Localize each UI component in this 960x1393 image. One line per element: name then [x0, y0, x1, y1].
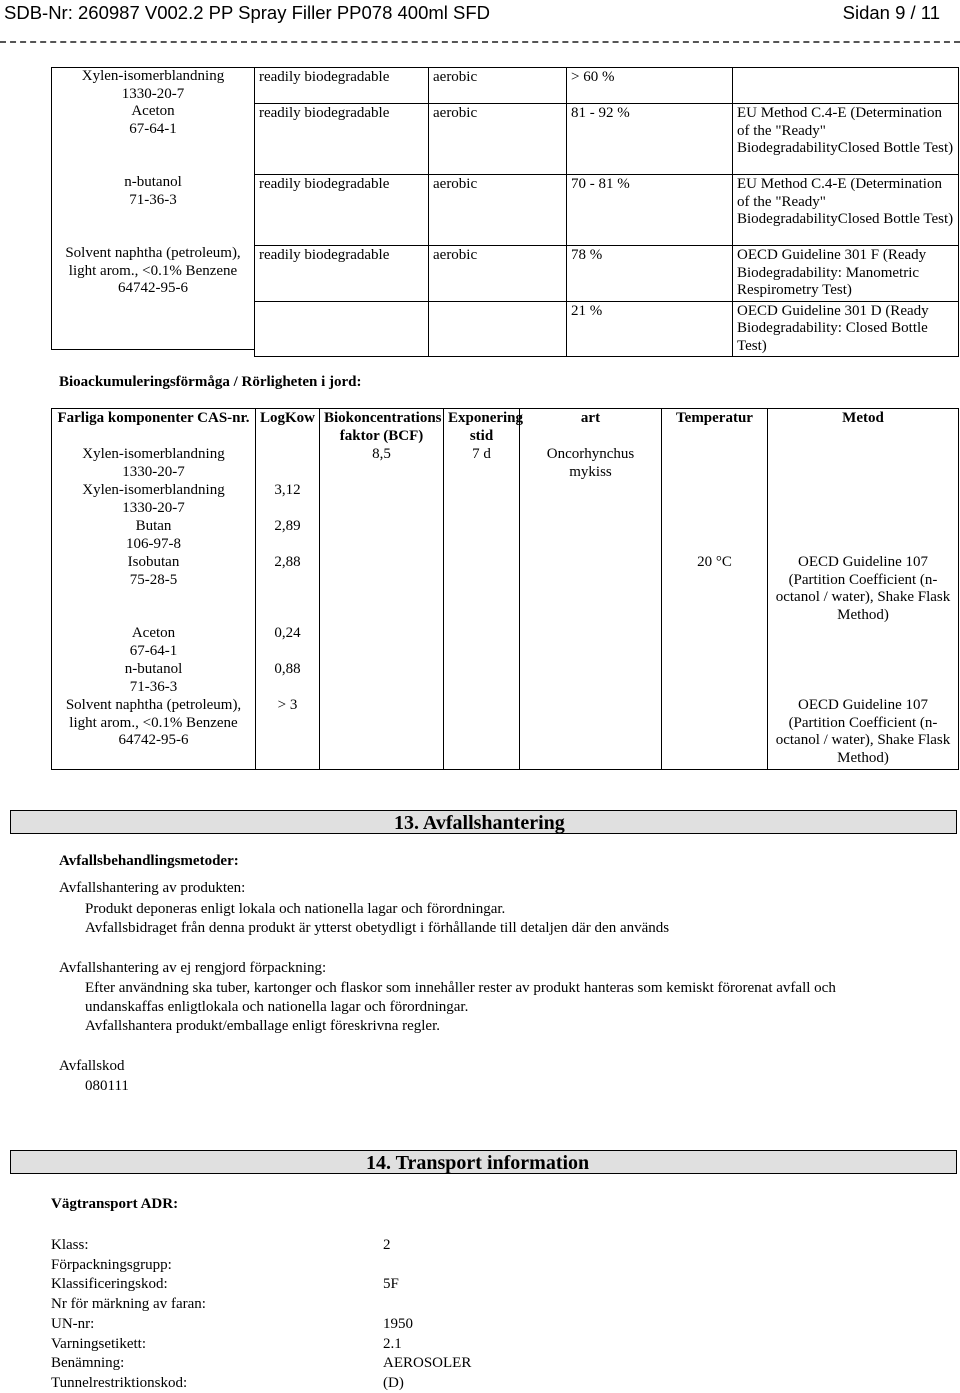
biodeg-component: n-butanol 71-36-3 [124, 174, 182, 208]
biodeg-component: Aceton 67-64-1 [129, 103, 177, 137]
biodegradability-components-table [51, 67, 255, 350]
bioacc-component: n-butanol 71-36-3 [124, 661, 183, 695]
product-waste-label: Avfallshantering av produkten: [59, 880, 246, 896]
table-row: readily biodegradable aerobic > 60 % [255, 68, 959, 104]
section-13-heading-bar [10, 810, 957, 834]
packaging-waste-line: undanskaffas enligtlokala och nationella lagar och förordningar. [85, 999, 469, 1015]
table-row: 21 % OECD Guideline 301 D (Ready Biodegradability: Closed Bottle Test) [255, 301, 959, 357]
waste-methods-title: Avfallsbehandlingsmetoder: [59, 853, 239, 869]
section-13-heading: 13. Avfallshantering [394, 812, 565, 834]
field-label: Klassificeringskod: [51, 1276, 168, 1292]
header-bcf: Biokoncentrations faktor (BCF) [320, 409, 444, 447]
bioacc-component: Butan 106-97-8 [126, 518, 181, 552]
bioaccumulation-title: Bioackumuleringsförmåga / Rörligheten i jord: [59, 374, 362, 390]
field-value: 1950 [383, 1316, 413, 1332]
exposure-cell: 7 d [444, 446, 520, 770]
field-label: Benämning: [51, 1355, 125, 1371]
product-waste-line: Produkt deponeras enligt lokala och nationella lagar och förordningar. [85, 901, 506, 917]
table-header-row [52, 409, 959, 447]
header-exposure: Exponering stid [444, 409, 520, 447]
waste-code-value: 080111 [85, 1078, 129, 1094]
field-value: 5F [383, 1276, 399, 1292]
biodeg-component: Xylen-isomerblandning 1330-20-7 [81, 68, 225, 102]
field-label: Varningsetikett: [51, 1336, 146, 1352]
field-value: (D) [383, 1375, 404, 1391]
header-method: Metod [768, 409, 959, 447]
header-component: Farliga komponenter CAS-nr. [52, 409, 256, 447]
packaging-waste-label: Avfallshantering av ej rengjord förpackning: [59, 960, 327, 976]
biodeg-components-cell [52, 68, 255, 350]
bioacc-component: Xylen-isomerblandning 1330-20-7 [82, 446, 225, 480]
page-number: Sidan 9 / 11 [842, 2, 940, 23]
header-logkow: LogKow [256, 409, 320, 447]
table-row: readily biodegradable aerobic 70 - 81 % EU Method C.4-E (Determination of the "Ready" BiodegradabilityClosed Bottle Test) [255, 175, 959, 246]
field-label: UN-nr: [51, 1316, 95, 1332]
section-14-heading-bar [10, 1150, 957, 1174]
bioacc-component: Solvent naphtha (petroleum), light arom., <0.1% Benzene 64742-95-6 [65, 697, 242, 748]
bioacc-component: Xylen-isomerblandning 1330-20-7 [82, 482, 225, 516]
species-cell: Oncorhynchus mykiss [520, 446, 662, 770]
bioaccumulation-table [51, 408, 959, 770]
table-row: readily biodegradable aerobic 81 - 92 % EU Method C.4-E (Determination of the "Ready" BiodegradabilityClosed Bottle Test) [255, 104, 959, 175]
header-temperature: Temperatur [662, 409, 768, 447]
bioacc-components-cell [52, 446, 256, 770]
field-label: Klass: [51, 1237, 89, 1253]
header-divider [0, 41, 960, 43]
product-waste-line: Avfallsbidraget från denna produkt är ytterst obetydligt i förhållande till detaljen där den används [85, 920, 670, 936]
table-body [52, 446, 959, 770]
field-value: AEROSOLER [383, 1355, 472, 1371]
document-header-title: SDB-Nr: 260987 V002.2 PP Spray Filler PP078 400ml SFD [4, 2, 491, 23]
road-transport-title: Vägtransport ADR: [51, 1196, 179, 1212]
bioacc-component: Isobutan 75-28-5 [127, 554, 180, 588]
field-label: Nr för märkning av faran: [51, 1296, 206, 1312]
logkow-cell: 3,12 2,89 2,88 0,24 0,88 > 3 [256, 446, 320, 770]
temperature-cell: 20 °C [662, 446, 768, 770]
biodeg-component: Solvent naphtha (petroleum), light arom., <0.1% Benzene 64742-95-6 [65, 245, 241, 296]
method-cell: OECD Guideline 107 (Partition Coefficient (n-octanol / water), Shake Flask Method) OECD Guideline 107 (Partition Coefficient (n-octanol / water), Shake Flask Method) [768, 446, 959, 770]
bioacc-component: Aceton 67-64-1 [129, 625, 178, 659]
bcf-cell: 8,5 [320, 446, 444, 770]
field-value: 2 [383, 1237, 391, 1253]
field-label: Tunnelrestriktionskod: [51, 1375, 188, 1391]
section-14-heading: 14. Transport information [366, 1152, 590, 1174]
waste-code-label: Avfallskod [59, 1058, 125, 1074]
header-species: art [520, 409, 662, 447]
packaging-waste-line: Efter användning ska tuber, kartonger och flaskor som innehåller rester av produkt hanteras som kemiskt förorenat avfall och [85, 980, 836, 996]
biodegradability-table [254, 67, 959, 357]
packaging-waste-line: Avfallshantera produkt/emballage enligt föreskrivna regler. [85, 1018, 441, 1034]
field-label: Förpackningsgrupp: [51, 1257, 172, 1273]
field-value: 2.1 [383, 1336, 402, 1352]
table-row: readily biodegradable aerobic 78 % OECD Guideline 301 F (Ready Biodegradability: Manometric Respirometry Test) [255, 246, 959, 302]
